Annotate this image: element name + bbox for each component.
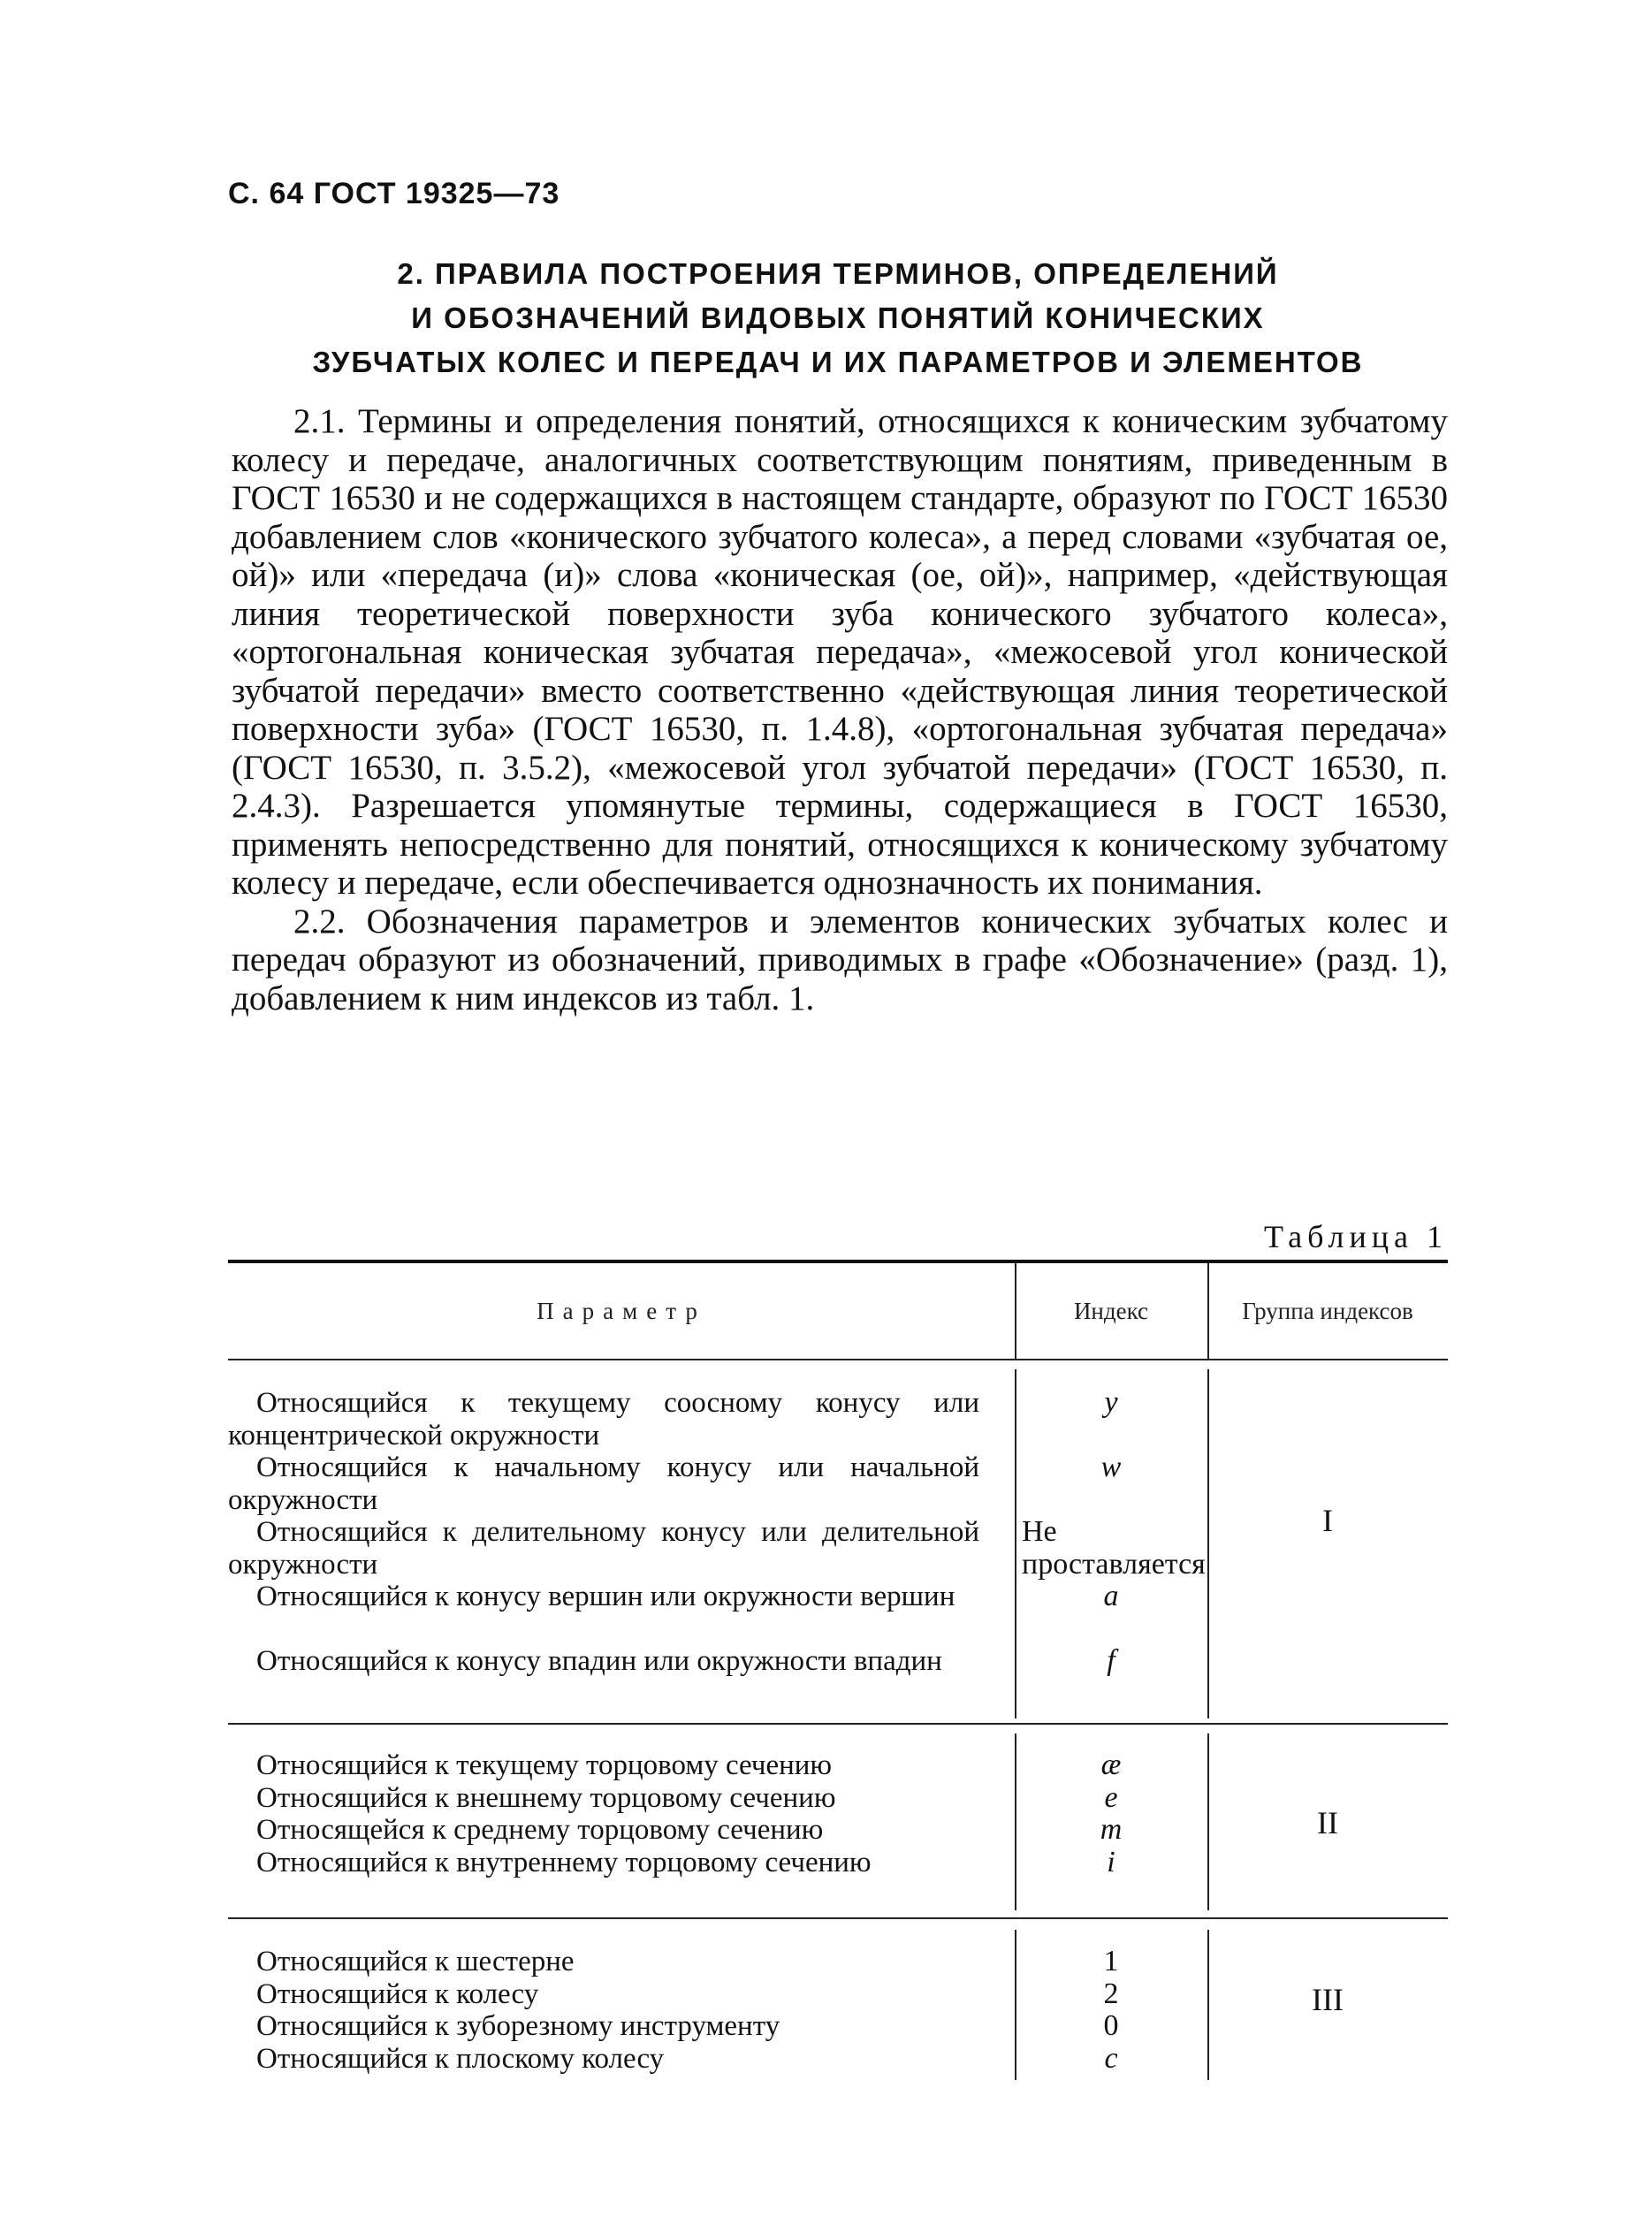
param-label: Относящийся к текущему торцовому сечению [256,1749,833,1781]
index-value: w [1100,1451,1122,1483]
header-group: Группа индексов [1242,1298,1413,1324]
group-label: II [1317,1805,1338,1840]
index-value: Не проставляется [1022,1515,1206,1581]
table-row [228,1780,1118,1815]
table-group-2 [228,1725,1448,1917]
section-title-line-2: И ОБОЗНАЧЕНИЙ ВИДОВЫХ ПОНЯТИЙ КОНИЧЕСКИХ [411,301,1265,334]
paragraph-2-2: 2.2. Обозначения параметров и элементов конических зубчатых колес и передач образуют из обозначений, приводимых в графе «Обозначение» (разд. 1), добавлением к ним индексов из табл. 1. [232,902,1448,1017]
group-label: III [1312,1982,1344,2017]
index-value: 2 [1103,1977,1119,2010]
param-label: Относящийся к текущему соосному конусу или концентрической окружности [228,1387,979,1452]
index-value: f [1107,1644,1115,1677]
index-value: i [1107,1845,1115,1878]
header-param: Параметр [537,1298,706,1324]
param-label: Относящийся к внутреннему торцовому сечению [256,1846,872,1878]
param-label: Относящийся к начальному конусу или начальной окружности [228,1452,979,1516]
index-value: 0 [1103,2009,1119,2042]
section-title-line-1: 2. ПРАВИЛА ПОСТРОЕНИЯ ТЕРМИНОВ, ОПРЕДЕЛЕНИЙ [397,257,1279,290]
header-divider [1015,1263,1016,1359]
param-label: Относящийся к плоскому колесу [256,2042,665,2075]
param-label: Относящийся к делительному конусу или делительной окружности [228,1516,979,1581]
table-row [228,1945,1119,1978]
table-row [228,1813,1123,1847]
param-label: Относящийся к зуборезному инструменту [256,2010,780,2042]
param-label: Относящийся к конусу впадин или окружности впадин [256,1645,942,1677]
column-divider [1207,1369,1209,1718]
table-row [228,1845,1115,1911]
table-caption: Таблица 1 [1264,1219,1448,1254]
section-title-line-3: ЗУБЧАТЫХ КОЛЕС И ПЕРЕДАЧ И ИХ ПАРАМЕТРОВ И ЭЛЕМЕНТОВ [312,346,1364,378]
group-label: I [1322,1503,1333,1538]
table-row [228,1386,1118,1452]
param-label: Относящейся к среднему торцовому сечению [256,1814,824,1846]
table-row [228,1580,1119,1645]
index-value: m [1100,1813,1123,1846]
table-group-3 [228,1919,1448,2087]
table-row [228,1644,1115,1710]
table-row [228,1515,1206,1581]
paragraph-2-1: 2.1. Термины и определения понятий, относящихся к коническим зубчатому колесу и передаче, аналогичных соответствующим понятиям, приведенным в ГОСТ 16530 и не содержащихся в настоящем стандарте, образуют по ГОСТ 16530 добавлением слов «конического зубчатого колеса», а перед словами «зубчатая ое, ой)» или «передача (и)» слова «коническая (ое, ой)», например, «действующая линия теоретической поверхности зуба конического зубчатого колеса», «ортогональная коническая зубчатая передача», «межосевой угол конической зубчатой передачи» вместо соответственно «действующая линия теоретической поверхности зуба» (ГОСТ 16530, п. 1.4.8), «ортогональная зубчатая передача» (ГОСТ 16530, п. 3.5.2), «межосевой угол зубчатой передачи» (ГОСТ 16530, п. 2.4.3). Разрешается упомянутые термины, содержащиеся в ГОСТ 16530, применять непосредственно для понятий, относящихся к коническому зубчатому колесу и передаче, если обеспечивается однозначность их понимания. [232,402,1448,902]
section-title [228,252,1448,385]
table-header [228,1263,1448,1359]
table-row [228,1977,1119,2011]
table-row [228,1451,1122,1516]
table-row [228,1749,1122,1782]
param-label: Относящийся к конусу вершин или окружности вершин [256,1581,955,1612]
index-value: y [1104,1386,1118,1419]
param-label: Относящийся к внешнему торцовому сечению [256,1781,836,1814]
index-value: a [1103,1580,1119,1612]
index-value: æ [1100,1749,1122,1781]
header-divider [1207,1263,1209,1359]
page-header: С. 64 ГОСТ 19325—73 [228,177,560,210]
index-value: c [1104,2041,1118,2075]
header-index: Индекс [1073,1298,1149,1324]
param-label: Относящийся к колесу [256,1977,539,2010]
table-row [228,2041,1118,2076]
body-text [232,402,1448,1017]
param-label: Относящийся к шестерне [256,1946,575,1977]
table-group-1 [228,1360,1448,1723]
table-row [228,2009,1119,2043]
index-value: e [1104,1780,1118,1814]
index-value: 1 [1103,1945,1119,1977]
index-table [228,1260,1448,2087]
